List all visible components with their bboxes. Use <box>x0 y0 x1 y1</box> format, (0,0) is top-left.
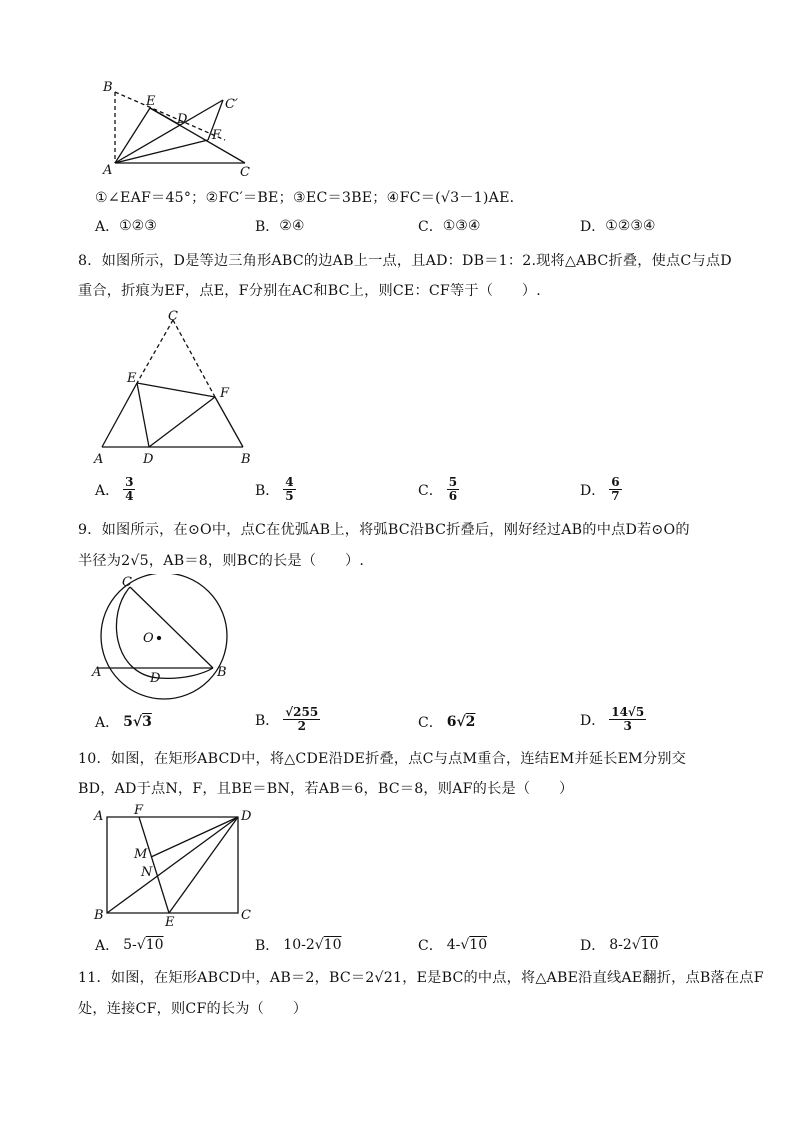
q8-label-B: B <box>241 452 251 467</box>
q7-label-Cprime: C′ <box>225 97 238 112</box>
q7-label-A: A <box>103 163 113 178</box>
q10-figure <box>90 802 260 930</box>
q9-line-1: 9．如图所示，在⊙O中，点C在优弧AB上，将弧BC沿BC折叠后，刚好经过AB的中点D若⊙O的 <box>78 522 690 538</box>
q8-label-A: A <box>94 452 104 467</box>
q7-label-B: B <box>103 80 113 95</box>
q9-option-b[interactable]: B． $\frac{√255}{2}$ <box>255 705 319 733</box>
q10-option-b[interactable]: B． 10-2 √ 10 <box>255 937 342 954</box>
q8-option-b[interactable]: B． $\frac{4}{5}$ <box>255 475 294 503</box>
q8-line-2: 重合，折痕为EF，点E，F分别在AC和BC上，则CE：CF等于（ ）. <box>78 283 541 299</box>
q9-option-d[interactable]: D． $\frac{14√5}{3}$ <box>580 705 645 733</box>
q7-figure <box>95 78 265 183</box>
q7-label-C: C <box>240 165 250 180</box>
q10-option-c[interactable]: C． 4- √ 10 <box>418 937 488 954</box>
q9-figure <box>88 574 248 702</box>
q8-label-F: F <box>220 386 230 401</box>
q9-label-A: A <box>92 665 102 680</box>
q7-options <box>95 216 735 242</box>
q10-label-C: C <box>241 908 251 923</box>
q8-option-c[interactable]: C． $\frac{5}{6}$ <box>418 475 458 503</box>
q9-options <box>95 706 735 740</box>
q7-label-E: E <box>146 94 156 109</box>
q7-option-b[interactable]: B． ②④ <box>255 218 305 235</box>
q7-option-d[interactable]: D． ①②③④ <box>580 218 656 235</box>
q10-label-D: D <box>241 809 252 824</box>
q7-option-a[interactable]: A． ①②③ <box>95 218 157 235</box>
q10-label-N: N <box>141 865 153 880</box>
q8-label-D: D <box>143 452 154 467</box>
q9-line-2: 半径为2√5，AB＝8，则BC的长是（ ）. <box>78 553 365 569</box>
q8-option-d[interactable]: D． $\frac{6}{7}$ <box>580 475 620 503</box>
q10-options <box>95 935 735 961</box>
q10-label-F: F <box>134 803 144 818</box>
q9-label-D: D <box>150 671 161 686</box>
q9-label-B: B <box>217 665 227 680</box>
q11-line-2: 处，连接CF，则CF的长为（ ） <box>78 1001 308 1017</box>
q9-label-C: C <box>122 575 132 590</box>
q9-option-c[interactable]: C． 6 √ 2 <box>418 714 476 731</box>
q8-label-E: E <box>127 371 137 386</box>
q10-line-1: 10．如图，在矩形ABCD中，将△CDE沿DE折叠，点C与点M重合，连结EM并延长EM分别交 <box>78 751 687 767</box>
q10-option-a[interactable]: A． 5- √ 10 <box>95 937 164 954</box>
q10-option-d[interactable]: D． 8-2 √ 10 <box>580 937 659 954</box>
q7-label-D: D <box>177 112 188 127</box>
q10-label-E: E <box>165 915 175 930</box>
q10-label-A: A <box>94 809 104 824</box>
q8-line-1: 8．如图所示，D是等边三角形ABC的边AB上一点，且AD：DB＝1：2.现将△ABC折叠，使点C与点D <box>78 253 732 269</box>
q9-label-O: O <box>143 631 154 646</box>
q8-label-C: C <box>168 309 178 324</box>
q10-label-B: B <box>94 908 104 923</box>
q8-figure <box>90 308 260 468</box>
q8-option-a[interactable]: A． $\frac{3}{4}$ <box>95 475 134 503</box>
q11-line-1: 11．如图，在矩形ABCD中，AB＝2，BC＝2√21，E是BC的中点，将△ABE沿直线AE翻折，点B落在点F <box>78 970 764 986</box>
q7-option-c[interactable]: C． ①③④ <box>418 218 481 235</box>
q7-label-F: F <box>212 128 222 143</box>
q8-options <box>95 476 735 510</box>
q10-line-2: BD，AD于点N，F，且BE＝BN，若AB＝6，BC＝8，则AF的长是（ ） <box>78 781 574 797</box>
q10-label-M: M <box>134 847 148 862</box>
q9-option-a[interactable]: A． 5 √ 3 <box>95 714 152 731</box>
q7-statements: ①∠EAF＝45°；②FC′＝BE；③EC＝3BE；④FC＝(√3－1)AE． <box>95 190 525 206</box>
